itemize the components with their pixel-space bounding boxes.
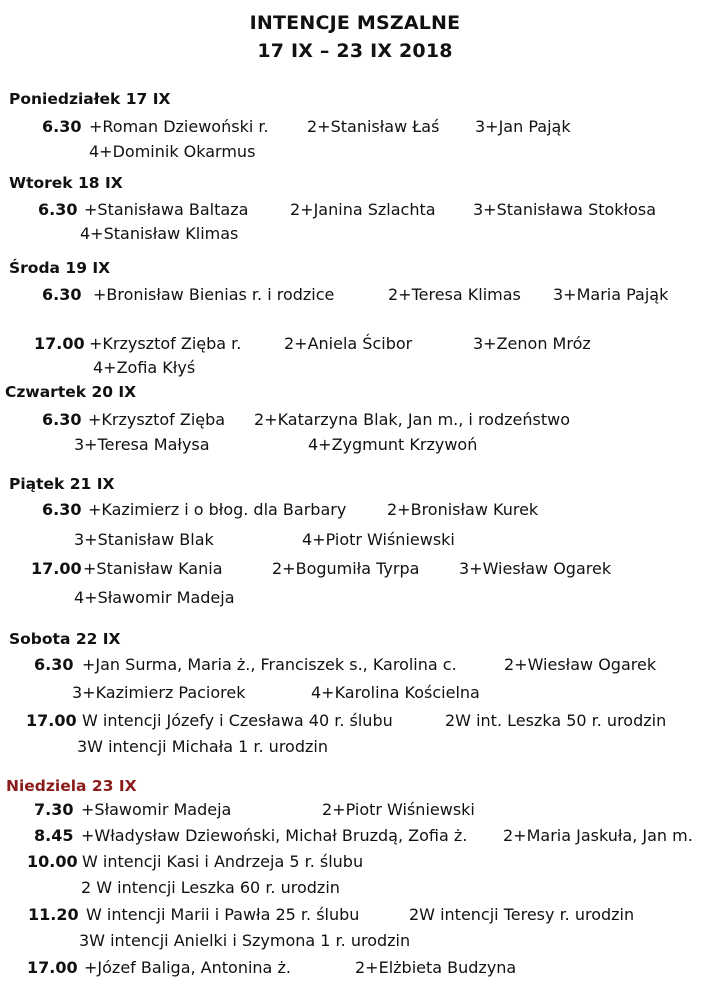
intention: 2+Stanisław Łaś (307, 117, 440, 136)
intention: 3+Teresa Małysa (74, 435, 210, 454)
intention: +Krzysztof Zięba (88, 410, 226, 429)
intention: 4+Dominik Okarmus (89, 142, 256, 161)
intention: +Roman Dziewoński r. (89, 117, 269, 136)
mass-time: 11.20 (28, 905, 79, 924)
day-heading-sunday: Niedziela 23 IX (6, 777, 137, 795)
intention: W intencji Marii i Pawła 25 r. ślubu (86, 905, 360, 924)
intention: +Kazimierz i o błog. dla Barbary (88, 500, 347, 519)
intention: +Władysław Dziewoński, Michał Bruzdą, Zofia ż. (81, 826, 468, 845)
intention: 3+Jan Pająk (475, 117, 571, 136)
mass-time: 6.30 (42, 410, 82, 429)
mass-time: 17.00 (27, 958, 78, 977)
mass-time: 10.00 (27, 852, 78, 871)
intention: 2+Piotr Wiśniewski (322, 800, 475, 819)
intention: W intencji Kasi i Andrzeja 5 r. ślubu (82, 852, 364, 871)
intention: 2+Bogumiła Tyrpa (272, 559, 420, 578)
day-heading-wednesday: Środa 19 IX (9, 259, 111, 277)
mass-time: 17.00 (31, 559, 82, 578)
intention: +Krzysztof Zięba r. (89, 334, 242, 353)
intention: +Stanisław Kania (83, 559, 223, 578)
intention: 4+Sławomir Madeja (74, 588, 235, 607)
intention: 2W intencji Teresy r. urodzin (409, 905, 635, 924)
day-heading-friday: Piątek 21 IX (9, 475, 115, 493)
intention: 3W intencji Michała 1 r. urodzin (77, 737, 328, 756)
intention: 2+Maria Jaskuła, Jan m. (503, 826, 693, 845)
intention: 3+Stanisława Stokłosa (473, 200, 657, 219)
mass-time: 6.30 (38, 200, 78, 219)
intention: 2+Wiesław Ogarek (504, 655, 657, 674)
intention: 2 W intencji Leszka 60 r. urodzin (81, 878, 340, 897)
intention: 2+Janina Szlachta (290, 200, 436, 219)
intention: 4+Zygmunt Krzywoń (308, 435, 478, 454)
intention: 4+Stanisław Klimas (80, 224, 239, 243)
intention: 3+Maria Pająk (553, 285, 669, 304)
day-heading-saturday: Sobota 22 IX (9, 630, 121, 648)
day-heading-thursday: Czwartek 20 IX (5, 383, 137, 401)
intention: +Sławomir Madeja (81, 800, 232, 819)
intention: 4+Zofia Kłyś (93, 358, 196, 377)
intention: 4+Piotr Wiśniewski (302, 530, 455, 549)
mass-time: 17.00 (26, 711, 77, 730)
intention: 2+Katarzyna Blak, Jan m., i rodzeństwo (254, 410, 570, 429)
intention: 4+Karolina Kościelna (311, 683, 480, 702)
mass-time: 17.00 (34, 334, 85, 353)
mass-time: 8.45 (34, 826, 74, 845)
intention: 3W intencji Anielki i Szymona 1 r. urodzin (79, 931, 411, 950)
day-heading-tuesday: Wtorek 18 IX (9, 174, 123, 192)
intention: 3+Zenon Mróz (473, 334, 591, 353)
intention: +Józef Baliga, Antonina ż. (84, 958, 291, 977)
intention: 2W int. Leszka 50 r. urodzin (445, 711, 667, 730)
intention: 2+Elżbieta Budzyna (355, 958, 517, 977)
mass-time: 7.30 (34, 800, 74, 819)
intention: 3+Stanisław Blak (74, 530, 214, 549)
intention: +Bronisław Bienias r. i rodzice (93, 285, 335, 304)
mass-time: 6.30 (42, 117, 82, 136)
intention: +Stanisława Baltaza (84, 200, 249, 219)
page-title: INTENCJE MSZALNE (249, 12, 461, 34)
mass-time: 6.30 (42, 285, 82, 304)
intention: 3+Wiesław Ogarek (459, 559, 612, 578)
mass-time: 6.30 (34, 655, 74, 674)
intention: W intencji Józefy i Czesława 40 r. ślubu (82, 711, 393, 730)
intention: 2+Teresa Klimas (388, 285, 521, 304)
mass-time: 6.30 (42, 500, 82, 519)
intention: 2+Aniela Ścibor (284, 334, 413, 353)
intention: 3+Kazimierz Paciorek (72, 683, 246, 702)
page-subtitle-dates: 17 IX – 23 IX 2018 (257, 40, 453, 62)
intention: +Jan Surma, Maria ż., Franciszek s., Karolina c. (82, 655, 457, 674)
intention: 2+Bronisław Kurek (387, 500, 539, 519)
day-heading-monday: Poniedziałek 17 IX (9, 90, 171, 108)
